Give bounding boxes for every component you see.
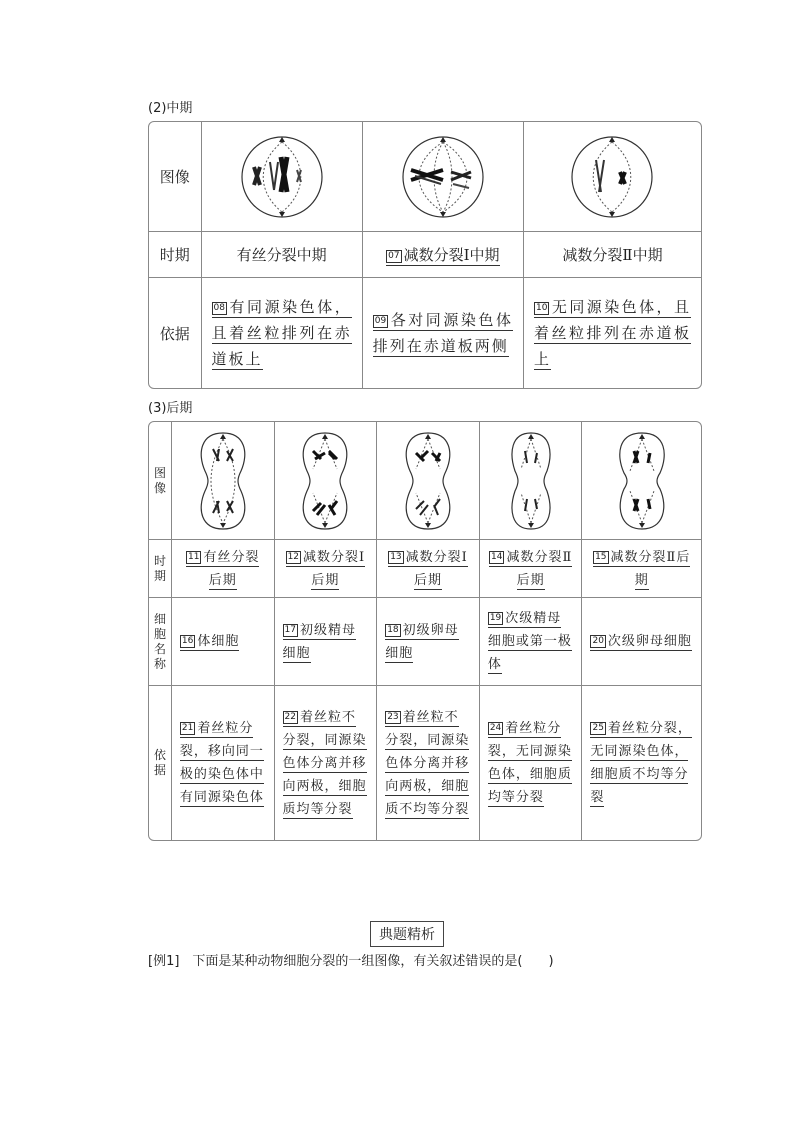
section-heading-metaphase: (2)中期 (148, 101, 193, 116)
row-label-period: 时期 (149, 540, 172, 598)
period-cell-5: 15 减数分裂Ⅱ后期 (582, 540, 701, 598)
period-cell-4: 14 减数分裂Ⅱ后期 (480, 540, 583, 598)
image-anaphase-5 (582, 422, 701, 540)
cell-name-4: 19 次级精母细胞或第一极体 (480, 598, 583, 686)
basis-cell-3: 23 着丝粒不分裂，同源染色体分离并移向两极，细胞质不均等分裂 (377, 686, 480, 840)
basis-cell-4: 24 着丝粒分裂，无同源染色体，细胞质均等分裂 (480, 686, 583, 840)
image-anaphase-4 (480, 422, 583, 540)
basis-cell-1: 08 有同源染色体，且着丝粒排列在赤道板上 (202, 278, 363, 388)
row-label-image: 图像 (149, 422, 172, 540)
image-meiosis2-metaphase (524, 122, 701, 232)
period-cell-2: 07 减数分裂Ⅰ中期 (363, 232, 524, 278)
example-question: [例1] 下面是某种动物细胞分裂的一组图像，有关叙述错误的是( ) (148, 954, 554, 969)
row-label-image: 图像 (149, 122, 202, 232)
period-cell-3: 减数分裂Ⅱ中期 (524, 232, 701, 278)
period-cell-3: 13 减数分裂Ⅰ后期 (377, 540, 480, 598)
section-title-box: 典题精析 (370, 921, 444, 947)
basis-cell-3: 10 无同源染色体，且着丝粒排列在赤道板上 (533, 298, 691, 368)
section-heading-anaphase: (3)后期 (148, 401, 193, 416)
anaphase-table (148, 421, 702, 841)
row-label-basis: 依据 (149, 278, 202, 388)
basis-cell-2: 22 着丝粒不分裂，同源染色体分离并移向两极，细胞质均等分裂 (275, 686, 378, 840)
basis-cell-5: 25 着丝粒分裂，无同源染色体，细胞质不均等分裂 (590, 721, 692, 805)
image-anaphase-3 (377, 422, 480, 540)
period-cell-2: 12 减数分裂Ⅰ后期 (275, 540, 378, 598)
image-meiosis1-metaphase (363, 122, 524, 232)
image-mitosis-metaphase (202, 122, 363, 232)
period-cell-1: 11 有丝分裂后期 (172, 540, 275, 598)
cell-name-3: 18 初级卵母细胞 (377, 598, 480, 686)
row-label-cell-name: 细胞名称 (149, 598, 172, 686)
image-anaphase-2 (275, 422, 378, 540)
basis-cell-1: 21 着丝粒分裂，移向同一极的染色体中有同源染色体 (172, 686, 275, 840)
metaphase-table (148, 121, 702, 389)
image-anaphase-1 (172, 422, 275, 540)
cell-name-5: 20 次级卵母细胞 (582, 598, 701, 686)
row-label-period: 时期 (149, 232, 202, 278)
cell-name-2: 17 初级精母细胞 (275, 598, 378, 686)
period-cell-1: 有丝分裂中期 (202, 232, 363, 278)
row-label-basis: 依据 (149, 686, 172, 840)
cell-name-1: 16 体细胞 (172, 598, 275, 686)
basis-cell-2: 09 各对同源染色体排列在赤道板两侧 (363, 278, 524, 388)
